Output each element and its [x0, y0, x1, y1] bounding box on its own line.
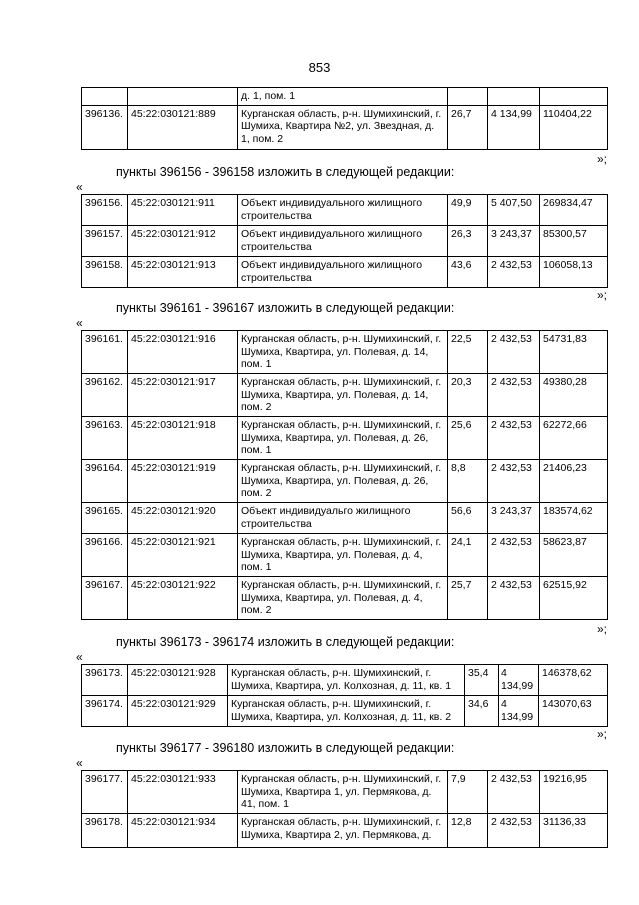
cell-rate: 3 243,37: [488, 503, 540, 534]
cell-value: 110404,22: [540, 105, 608, 149]
cell-value: 62515,92: [540, 577, 608, 620]
cell-value: 146378,62: [539, 665, 608, 696]
cell-value: 54731,83: [540, 331, 608, 374]
cell-rate: 4 134,99: [499, 665, 539, 696]
cell-value: 49380,28: [540, 374, 608, 417]
table-row: [82, 195, 608, 226]
cell-rate: 2 432,53: [488, 577, 540, 620]
cell-rate: 2 432,53: [488, 814, 540, 848]
cell-cadastral: 45:22:030121:919: [128, 460, 238, 503]
cell-number: 396173.: [82, 665, 128, 696]
cell-address: Объект индивидуального жилищного строительства: [238, 226, 448, 257]
cell-cadastral: 45:22:030121:889: [128, 105, 238, 149]
table-row: [82, 374, 608, 417]
cell-area: 56,6: [448, 503, 488, 534]
cell-address: Курганская область, р-н. Шумихинский, г. Шумиха, Квартира, ул. Полевая, д. 14, пом. 1: [238, 331, 448, 374]
cell-rate: 2 432,53: [488, 374, 540, 417]
data-table: [81, 770, 608, 848]
cell-value: [540, 88, 608, 106]
cell-address: Объект индивидуального жилищного строительства: [238, 257, 448, 288]
cell-cadastral: 45:22:030121:922: [128, 577, 238, 620]
opening-quote: «: [76, 180, 83, 194]
cell-rate: 4 134,99: [499, 696, 539, 727]
data-table: [81, 87, 608, 150]
cell-area: 26,7: [448, 105, 488, 149]
cell-cadastral: 45:22:030121:933: [128, 771, 238, 814]
cell-cadastral: [128, 88, 238, 106]
cell-value: 19216,95: [540, 771, 608, 814]
cell-address: д. 1, пом. 1: [238, 88, 448, 106]
section-heading: пункты 396161 - 396167 изложить в следующей редакции:: [116, 301, 455, 315]
cell-area: 26,3: [448, 226, 488, 257]
cell-number: 396161.: [82, 331, 128, 374]
cell-number: 396166.: [82, 534, 128, 577]
cell-address: Курганская область, р-н. Шумихинский, г. Шумиха, Квартира, ул. Полевая, д. 4, пом. 1: [238, 534, 448, 577]
section-heading: пункты 396156 - 396158 изложить в следующей редакции:: [116, 165, 455, 179]
cell-address: Курганская область, р-н. Шумихинский, г. Шумиха, Квартира 1, ул. Пермякова, д. 41, пом. 1: [238, 771, 448, 814]
section-heading: пункты 396177 - 396180 изложить в следующей редакции:: [116, 741, 455, 755]
cell-number: [82, 88, 128, 106]
table-row: [82, 88, 608, 106]
cell-cadastral: 45:22:030121:918: [128, 417, 238, 460]
cell-number: 396163.: [82, 417, 128, 460]
cell-number: 396167.: [82, 577, 128, 620]
cell-number: 396165.: [82, 503, 128, 534]
cell-address: Курганская область, р-н. Шумихинский, г. Шумиха, Квартира, ул. Полевая, д. 26, пом. 2: [238, 460, 448, 503]
page-number: 853: [308, 60, 331, 75]
cell-address: Курганская область, р-н. Шумихинский, г. Шумиха, Квартира, ул. Колхозная, д. 11, кв. 1: [228, 665, 465, 696]
cell-value: 31136,33: [540, 814, 608, 848]
closing-quote: »;: [596, 288, 607, 302]
cell-cadastral: 45:22:030121:911: [128, 195, 238, 226]
cell-area: 8,8: [448, 460, 488, 503]
cell-value: 21406,23: [540, 460, 608, 503]
opening-quote: «: [76, 316, 83, 330]
opening-quote: «: [76, 756, 83, 770]
section-heading: пункты 396173 - 396174 изложить в следующей редакции:: [116, 635, 455, 649]
cell-rate: 2 432,53: [488, 257, 540, 288]
cell-rate: 3 243,37: [488, 226, 540, 257]
cell-address: Курганская область, р-н. Шумихинский, г. Шумиха, Квартира, ул. Полевая, д. 26, пом. 1: [238, 417, 448, 460]
table-row: [82, 331, 608, 374]
cell-area: 22,5: [448, 331, 488, 374]
table-row: [82, 257, 608, 288]
cell-address: Курганская область, р-н. Шумихинский, г. Шумиха, Квартира 2, ул. Пермякова, д.: [238, 814, 448, 848]
cell-cadastral: 45:22:030121:934: [128, 814, 238, 848]
cell-cadastral: 45:22:030121:928: [128, 665, 228, 696]
cell-area: 25,7: [448, 577, 488, 620]
cell-value: 269834,47: [540, 195, 608, 226]
opening-quote: «: [76, 650, 83, 664]
cell-address: Курганская область, р-н. Шумихинский, г. Шумиха, Квартира №2, ул. Звездная, д. 1, пом. 2: [238, 105, 448, 149]
cell-address: Объект индивидуального жилищного строительства: [238, 195, 448, 226]
cell-rate: 4 134,99: [488, 105, 540, 149]
cell-address: Курганская область, р-н. Шумихинский, г. Шумиха, Квартира, ул. Полевая, д. 4, пом. 2: [238, 577, 448, 620]
cell-value: 106058,13: [540, 257, 608, 288]
cell-area: 35,4: [465, 665, 499, 696]
table-row: [82, 771, 608, 814]
cell-number: 396158.: [82, 257, 128, 288]
cell-value: 58623,87: [540, 534, 608, 577]
cell-number: 396162.: [82, 374, 128, 417]
table-396161: [81, 330, 608, 620]
cell-number: 396174.: [82, 696, 128, 727]
cell-rate: 5 407,50: [488, 195, 540, 226]
data-table: [81, 664, 608, 727]
cell-value: 62272,66: [540, 417, 608, 460]
cell-area: 49,9: [448, 195, 488, 226]
table-row: [82, 665, 608, 696]
closing-quote: »;: [596, 727, 607, 741]
closing-quote: »;: [596, 152, 607, 166]
cell-address: Объект индивидуальго жилищного строительства: [238, 503, 448, 534]
cell-area: 24,1: [448, 534, 488, 577]
cell-area: 43,6: [448, 257, 488, 288]
table-continuation: [81, 87, 608, 150]
cell-rate: 2 432,53: [488, 460, 540, 503]
cell-number: 396156.: [82, 195, 128, 226]
table-row: [82, 105, 608, 149]
table-row: [82, 417, 608, 460]
cell-address: Курганская область, р-н. Шумихинский, г. Шумиха, Квартира, ул. Колхозная, д. 11, кв. 2: [228, 696, 465, 727]
table-row: [82, 503, 608, 534]
cell-area: 34,6: [465, 696, 499, 727]
cell-area: 25,6: [448, 417, 488, 460]
cell-cadastral: 45:22:030121:913: [128, 257, 238, 288]
table-row: [82, 460, 608, 503]
table-row: [82, 534, 608, 577]
cell-cadastral: 45:22:030121:917: [128, 374, 238, 417]
cell-cadastral: 45:22:030121:912: [128, 226, 238, 257]
cell-number: 396177.: [82, 771, 128, 814]
cell-address: Курганская область, р-н. Шумихинский, г. Шумиха, Квартира, ул. Полевая, д. 14, пом. 2: [238, 374, 448, 417]
cell-number: 396164.: [82, 460, 128, 503]
data-table: [81, 330, 608, 620]
closing-quote: »;: [596, 622, 607, 636]
cell-area: 12,8: [448, 814, 488, 848]
cell-area: [448, 88, 488, 106]
cell-value: 143070,63: [539, 696, 608, 727]
cell-number: 396157.: [82, 226, 128, 257]
data-table: [81, 194, 608, 288]
cell-cadastral: 45:22:030121:921: [128, 534, 238, 577]
cell-area: 7,9: [448, 771, 488, 814]
table-396177: [81, 770, 608, 848]
cell-number: 396178.: [82, 814, 128, 848]
cell-value: 183574,62: [540, 503, 608, 534]
cell-rate: 2 432,53: [488, 331, 540, 374]
table-396156: [81, 194, 608, 288]
cell-cadastral: 45:22:030121:916: [128, 331, 238, 374]
cell-cadastral: 45:22:030121:929: [128, 696, 228, 727]
cell-value: 85300,57: [540, 226, 608, 257]
cell-cadastral: 45:22:030121:920: [128, 503, 238, 534]
table-row: [82, 814, 608, 848]
cell-rate: [488, 88, 540, 106]
cell-number: 396136.: [82, 105, 128, 149]
cell-rate: 2 432,53: [488, 417, 540, 460]
table-row: [82, 696, 608, 727]
cell-rate: 2 432,53: [488, 771, 540, 814]
cell-area: 20,3: [448, 374, 488, 417]
table-row: [82, 226, 608, 257]
table-row: [82, 577, 608, 620]
cell-rate: 2 432,53: [488, 534, 540, 577]
table-396173: [81, 664, 608, 727]
